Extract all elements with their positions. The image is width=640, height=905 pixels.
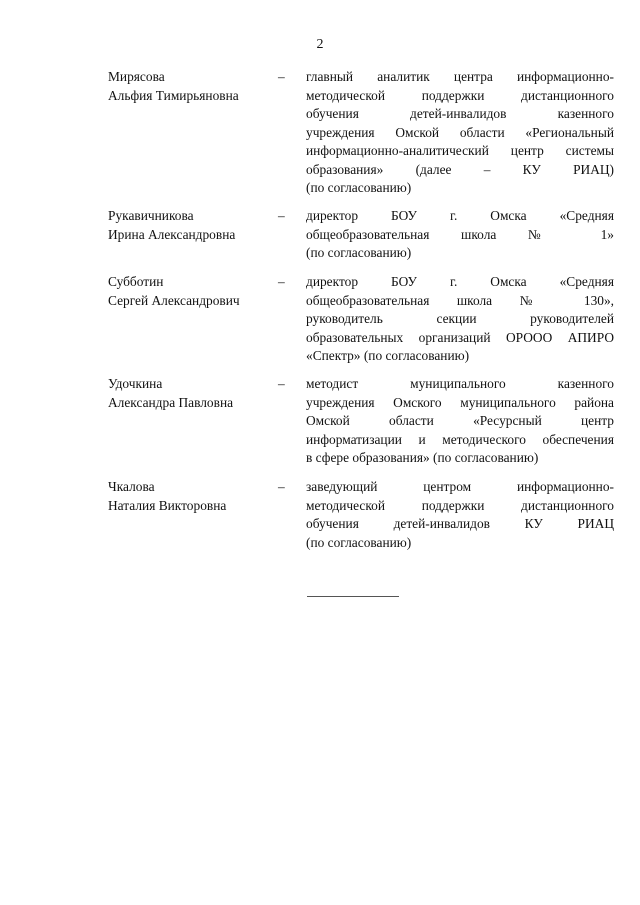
member-surname: Чкалова [108,479,155,494]
member-name [108,68,273,105]
dash-separator: – [278,69,285,84]
position-line: заведующий центром информационно- [306,479,614,494]
member-name [108,478,273,515]
position-line: (по согласованию) [306,180,412,195]
position-line: обучения детей-инвалидов КУ РИАЦ [306,516,614,531]
position-line: «Спектр» (по согласованию) [306,348,470,363]
position-line: информационно-аналитический центр системы [306,143,614,158]
member-position [306,478,614,552]
dash-separator: – [278,376,285,391]
member-surname: Рукавичникова [108,208,194,223]
member-name [108,273,273,310]
position-line: образовательных организаций ОРООО АПИРО [306,329,614,345]
member-position [306,207,614,263]
dash-separator: – [278,274,285,289]
position-line: методист муниципального казенного [306,376,614,391]
member-surname: Мирясова [108,69,165,84]
position-line: руководитель секции руководителей [306,311,614,326]
member-given-names: Наталия Викторовна [108,497,227,513]
member-surname: Удочкина [108,376,163,391]
position-line: директор БОУ г. Омска «Средняя [306,274,614,289]
member-position [306,375,614,468]
position-line: учреждения Омского муниципального района [306,394,614,410]
member-position [306,273,614,366]
position-line: учреждения Омской области «Региональный [306,124,614,140]
end-of-list-rule [307,596,399,597]
member-surname: Субботин [108,274,164,289]
position-line: методической поддержки дистанционного [306,87,614,103]
position-line: общеобразовательная школа № 1» [306,226,614,242]
position-line: (по согласованию) [306,245,412,260]
position-line: Омской области «Ресурсный центр [306,413,614,428]
dash-separator: – [278,208,285,223]
position-line: в сфере образования» (по согласованию) [306,450,539,465]
position-line: общеобразовательная школа № 130», [306,292,614,308]
position-line: главный аналитик центра информационно- [306,69,614,84]
member-position [306,68,614,198]
member-name [108,375,273,412]
member-name [108,207,273,244]
position-line: директор БОУ г. Омска «Средняя [306,208,614,223]
position-line: обучения детей-инвалидов казенного [306,106,614,121]
dash-separator: – [278,479,285,494]
member-given-names: Альфия Тимирьяновна [108,87,239,103]
member-given-names: Ирина Александровна [108,226,236,242]
member-given-names: Александра Павловна [108,394,234,410]
member-given-names: Сергей Александрович [108,292,240,308]
position-line: (по согласованию) [306,534,412,550]
position-line: образования» (далее – КУ РИАЦ) [306,161,614,177]
position-line: информатизации и методического обеспечения [306,431,614,447]
page-number: 2 [316,37,324,52]
position-line: методической поддержки дистанционного [306,497,614,513]
